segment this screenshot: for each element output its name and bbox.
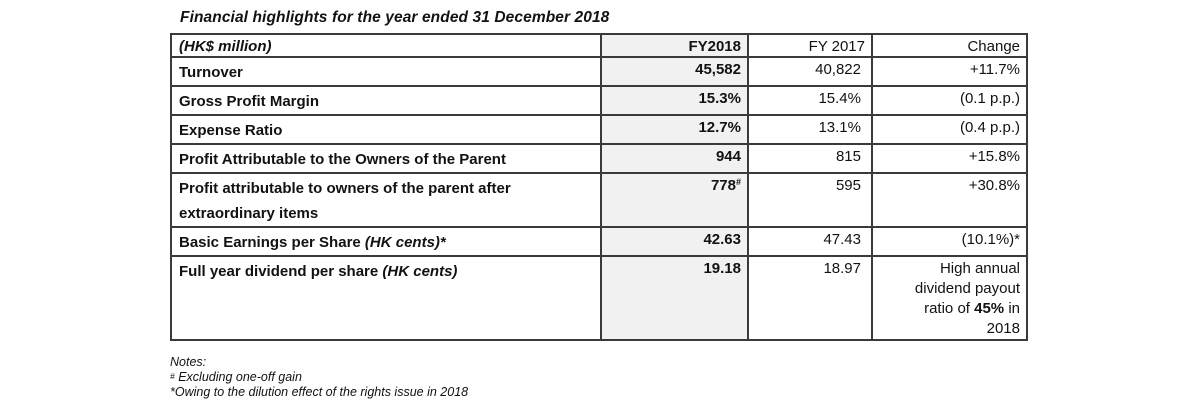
table-row <box>171 144 1027 173</box>
cell-fy2018: 778# <box>601 173 748 227</box>
col-header-fy2018: FY2018 <box>601 34 748 57</box>
row-label: Gross Profit Margin <box>171 86 601 115</box>
cell-change: +11.7% <box>872 57 1027 86</box>
financial-highlights-section <box>170 9 1030 400</box>
notes-heading: Notes: <box>170 355 207 369</box>
table-row <box>171 57 1027 86</box>
cell-fy2018: 12.7% <box>601 115 748 144</box>
table-body <box>171 57 1027 340</box>
cell-change: (10.1%)* <box>872 227 1027 256</box>
row-label: Basic Earnings per Share (HK cents)* <box>171 227 601 256</box>
note-sup: # <box>170 371 175 381</box>
col-header-fy2017: FY 2017 <box>748 34 872 57</box>
cell-fy2017: 13.1% <box>748 115 872 144</box>
cell-fy2018: 42.63 <box>601 227 748 256</box>
cell-fy2017: 47.43 <box>748 227 872 256</box>
col-header-unit: (HK$ million) <box>171 34 601 57</box>
row-label: Profit attributable to owners of the parent after extraordinary items <box>171 173 601 227</box>
row-label: Turnover <box>171 57 601 86</box>
cell-fy2017: 595 <box>748 173 872 227</box>
cell-fy2017: 40,822 <box>748 57 872 86</box>
table-row <box>171 256 1027 340</box>
financial-highlights-table <box>170 33 1028 341</box>
note-line: # Excluding one-off gain <box>170 370 302 384</box>
table-row <box>171 227 1027 256</box>
cell-change: (0.4 p.p.) <box>872 115 1027 144</box>
row-label: Expense Ratio <box>171 115 601 144</box>
cell-change: +15.8% <box>872 144 1027 173</box>
cell-fy2018: 15.3% <box>601 86 748 115</box>
table-header-row <box>171 34 1027 57</box>
row-label: Profit Attributable to the Owners of the Parent <box>171 144 601 173</box>
row-label: Full year dividend per share (HK cents) <box>171 256 601 340</box>
cell-change: +30.8% <box>872 173 1027 227</box>
table-row <box>171 86 1027 115</box>
cell-fy2017: 18.97 <box>748 256 872 340</box>
cell-fy2017: 15.4% <box>748 86 872 115</box>
col-header-change: Change <box>872 34 1027 57</box>
note-line: *Owing to the dilution effect of the rights issue in 2018 <box>170 385 469 399</box>
cell-change: High annual dividend payout ratio of 45% in 2018 <box>872 256 1027 340</box>
cell-fy2017: 815 <box>748 144 872 173</box>
cell-fy2018: 944 <box>601 144 748 173</box>
cell-change: (0.1 p.p.) <box>872 86 1027 115</box>
cell-fy2018: 19.18 <box>601 256 748 340</box>
table-row <box>171 173 1027 227</box>
cell-fy2018: 45,582 <box>601 57 748 86</box>
notes-block <box>170 355 1030 400</box>
page-title: Financial highlights for the year ended 31 December 2018 <box>180 9 610 26</box>
table-row <box>171 115 1027 144</box>
